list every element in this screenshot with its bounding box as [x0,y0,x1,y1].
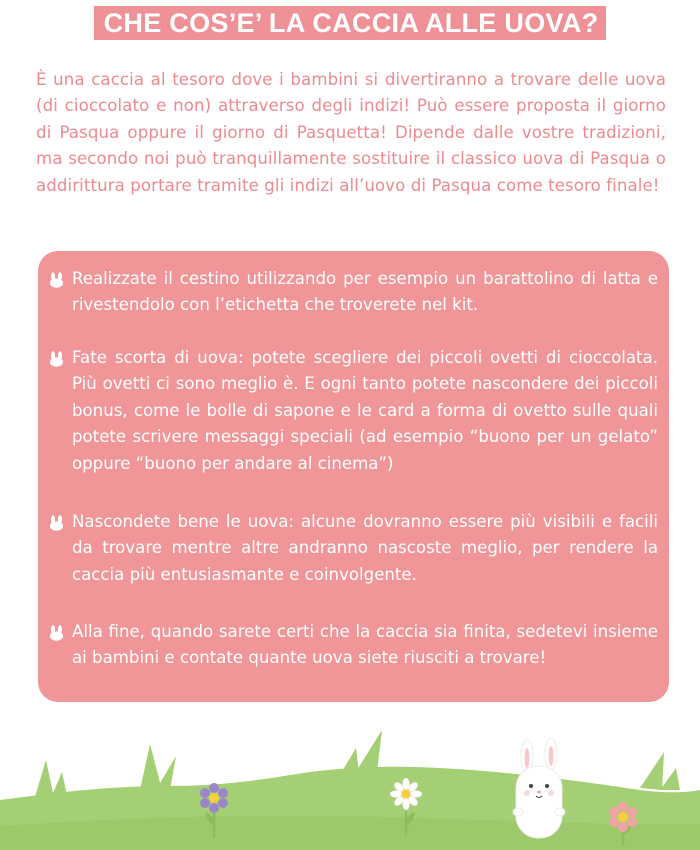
intro-paragraph: È una caccia al tesoro dove i bambini si divertiranno a trovare delle uova (di cioccolato e non) attraverso degli indizi! Può essere proposta il giorno di Pasqua oppure il giorno di Pasquetta! Dipende dalle vostre tradizioni, ma secondo noi può tranquillamente sostituire il classico uova di Pasqua o addirittura portare tramite gli indizi all’uovo di Pasqua come tesoro finale! [36,70,666,195]
tip-text: Realizzate il cestino utilizzando per esempio un barattolino di latta e rivestendolo con l’etichetta che troverete nel kit. [72,269,658,315]
title-banner [0,6,700,40]
bunny-icon [48,515,65,531]
tip-item [48,619,658,672]
page-title: CHE COS’E’ LA CACCIA ALLE UOVA? [94,6,607,40]
tip-item [48,266,658,319]
tips-card [38,251,669,702]
bunny-illustration [513,738,565,838]
grass-illustration [0,700,700,850]
bunny-icon [48,625,65,641]
tip-text: Fate scorta di uova: potete scegliere dei piccoli ovetti di cioccolata. Più ovetti ci sono meglio è. E ogni tanto potete nascondere dei piccoli bonus, come le bolle di sapone e le card a forma di ovetto sulle quali potete scrivere messaggi speciali (ad esempio “buono per un gelato” oppure “buono per andare al cinema”) [72,348,658,473]
bunny-icon [48,351,65,367]
tip-text: Alla fine, quando sarete certi che la caccia sia finita, sedetevi insieme ai bambini e contate quante uova siete riusciti a trovare! [72,622,658,668]
tip-text: Nascondete bene le uova: alcune dovranno essere più visibili e facili da trovare mentre altre andranno nascoste meglio, per rendere la caccia più entusiasmante e coinvolgente. [72,512,658,584]
tip-item [48,509,658,588]
tip-item [48,345,658,477]
bunny-icon [48,272,65,288]
